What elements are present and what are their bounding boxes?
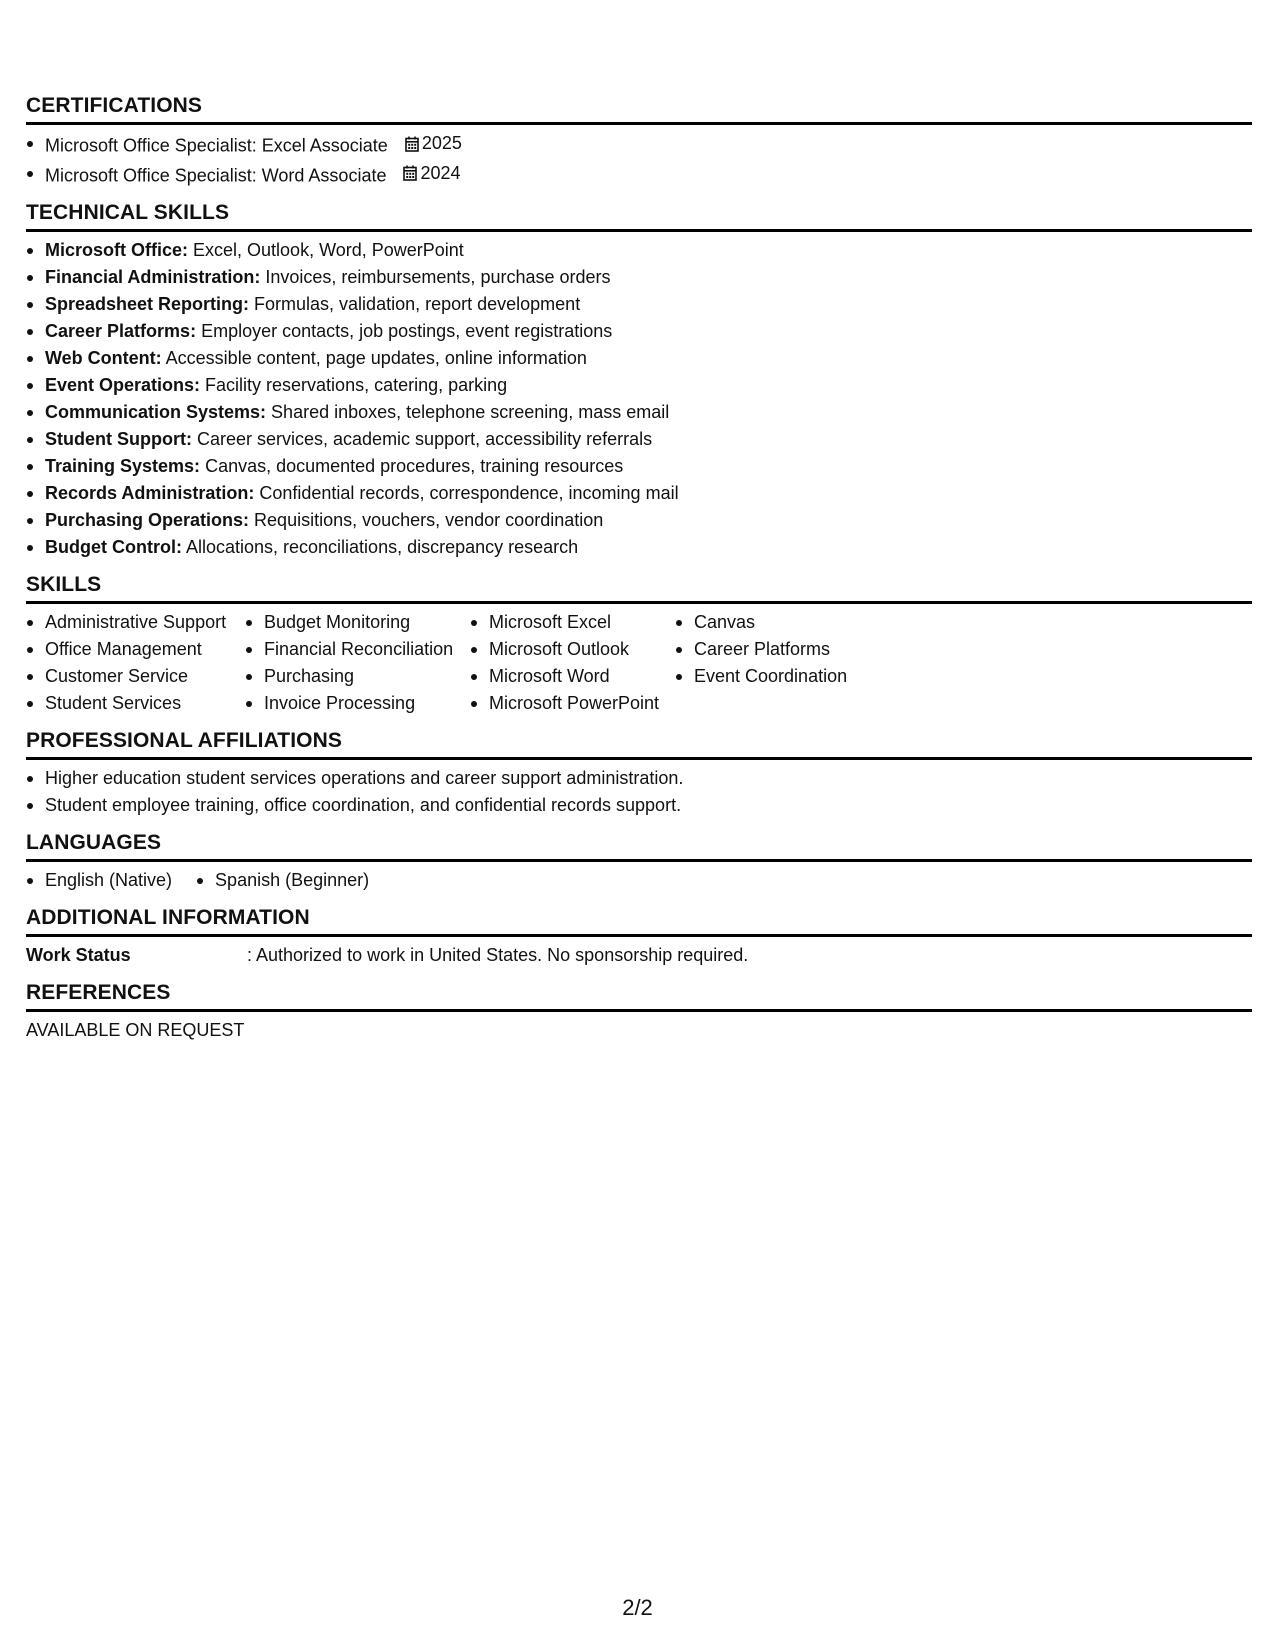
technical-skill-label: Web Content: <box>45 348 162 368</box>
technical-skill-text: Canvas, documented procedures, training resources <box>200 456 624 476</box>
technical-skill-item <box>26 453 1252 480</box>
technical-skill-label: Communication Systems: <box>45 402 267 422</box>
skill-item: Administrative Support <box>26 609 245 636</box>
certification-name: Microsoft Office Specialist: Excel Associate <box>45 135 388 156</box>
skill-item: Student Services <box>26 690 245 717</box>
affiliations-heading: PROFESSIONAL AFFILIATIONS <box>26 729 1252 760</box>
technical-skill-text: Requisitions, vouchers, vendor coordination <box>249 510 604 530</box>
work-status-label: Work Status <box>26 945 131 965</box>
skill-item: Microsoft Word <box>470 663 675 690</box>
skill-item: Budget Monitoring <box>245 609 470 636</box>
resume-page <box>26 94 1252 1056</box>
certifications-heading: CERTIFICATIONS <box>26 94 1252 125</box>
skills-column <box>26 609 245 717</box>
technical-skill-item <box>26 237 1252 264</box>
certification-item <box>26 160 1252 190</box>
technical-skill-text: Invoices, reimbursements, purchase orders <box>260 267 611 287</box>
affiliations-section <box>26 729 1252 819</box>
skills-heading: SKILLS <box>26 573 1252 604</box>
certification-year: 2025 <box>421 133 462 153</box>
certifications-section <box>26 94 1252 189</box>
technical-skill-item <box>26 318 1252 345</box>
technical-skills-section <box>26 201 1252 561</box>
technical-skill-label: Records Administration: <box>45 483 255 503</box>
technical-skill-item <box>26 345 1252 372</box>
language-item: English (Native) <box>26 867 172 894</box>
technical-skill-label: Financial Administration: <box>45 267 261 287</box>
technical-skill-label: Event Operations: <box>45 375 201 395</box>
technical-skill-text: Accessible content, page updates, online information <box>161 348 587 368</box>
technical-skill-item <box>26 534 1252 561</box>
calendar-icon <box>405 136 419 152</box>
references-heading: REFERENCES <box>26 981 1252 1012</box>
technical-skill-label: Spreadsheet Reporting: <box>45 294 250 314</box>
technical-skill-text: Excel, Outlook, Word, PowerPoint <box>188 240 464 260</box>
skills-grid <box>26 609 1252 717</box>
certification-date <box>403 160 460 187</box>
certification-name: Microsoft Office Specialist: Word Associate <box>45 165 387 185</box>
skill-item: Financial Reconciliation <box>245 636 470 663</box>
technical-skill-item <box>26 372 1252 399</box>
technical-skills-heading: TECHNICAL SKILLS <box>26 201 1252 232</box>
technical-skill-label: Career Platforms: <box>45 321 197 341</box>
technical-skill-label: Student Support: <box>45 429 192 449</box>
technical-skill-item <box>26 507 1252 534</box>
technical-skill-label: Purchasing Operations: <box>45 510 250 530</box>
technical-skill-text: Confidential records, correspondence, incoming mail <box>254 483 679 503</box>
skill-item: Event Coordination <box>675 663 875 690</box>
affiliation-item: Student employee training, office coordination, and confidential records support. <box>26 792 1252 819</box>
additional-info-heading: ADDITIONAL INFORMATION <box>26 906 1252 937</box>
technical-skill-label: Microsoft Office: <box>45 240 189 260</box>
technical-skills-list <box>26 237 1252 561</box>
certification-item <box>26 130 1252 160</box>
technical-skill-item <box>26 399 1252 426</box>
skills-column <box>245 609 470 717</box>
skill-item: Career Platforms <box>675 636 875 663</box>
skills-section <box>26 573 1252 717</box>
skill-item: Microsoft PowerPoint <box>470 690 675 717</box>
technical-skill-item <box>26 291 1252 318</box>
language-item: Spanish (Beginner) <box>196 867 369 894</box>
page-number: 2/2 <box>622 1595 653 1620</box>
skill-item: Microsoft Outlook <box>470 636 675 663</box>
languages-section <box>26 831 1252 894</box>
references-text: AVAILABLE ON REQUEST <box>26 1020 245 1040</box>
technical-skill-item <box>26 426 1252 453</box>
skills-column <box>675 609 875 717</box>
technical-skill-text: Allocations, reconciliations, discrepancy research <box>181 537 579 557</box>
affiliations-list <box>26 765 1252 819</box>
skill-item: Office Management <box>26 636 245 663</box>
technical-skill-text: Employer contacts, job postings, event registrations <box>196 321 613 341</box>
work-status-row <box>26 942 1252 969</box>
affiliation-item: Higher education student services operations and career support administration. <box>26 765 1252 792</box>
additional-info-section <box>26 906 1252 969</box>
technical-skill-text: Career services, academic support, accessibility referrals <box>191 429 653 449</box>
certifications-list <box>26 130 1252 189</box>
work-status-value: : Authorized to work in United States. No sponsorship required. <box>247 945 749 965</box>
references-section <box>26 981 1252 1044</box>
technical-skill-label: Training Systems: <box>45 456 201 476</box>
languages-list <box>26 867 1252 894</box>
certification-date <box>405 130 462 157</box>
skill-item: Purchasing <box>245 663 470 690</box>
technical-skill-item <box>26 264 1252 291</box>
skill-item: Microsoft Excel <box>470 609 675 636</box>
skill-item: Canvas <box>675 609 875 636</box>
certification-year: 2024 <box>420 162 461 183</box>
skill-item: Invoice Processing <box>245 690 470 717</box>
languages-heading: LANGUAGES <box>26 831 1252 862</box>
technical-skill-text: Facility reservations, catering, parking <box>200 375 508 395</box>
technical-skill-item <box>26 480 1252 507</box>
technical-skill-label: Budget Control: <box>45 537 182 557</box>
skill-item: Customer Service <box>26 663 245 690</box>
technical-skill-text: Formulas, validation, report development <box>249 294 581 314</box>
skills-column <box>470 609 675 717</box>
calendar-icon <box>403 165 417 181</box>
technical-skill-text: Shared inboxes, telephone screening, mass email <box>266 402 670 422</box>
